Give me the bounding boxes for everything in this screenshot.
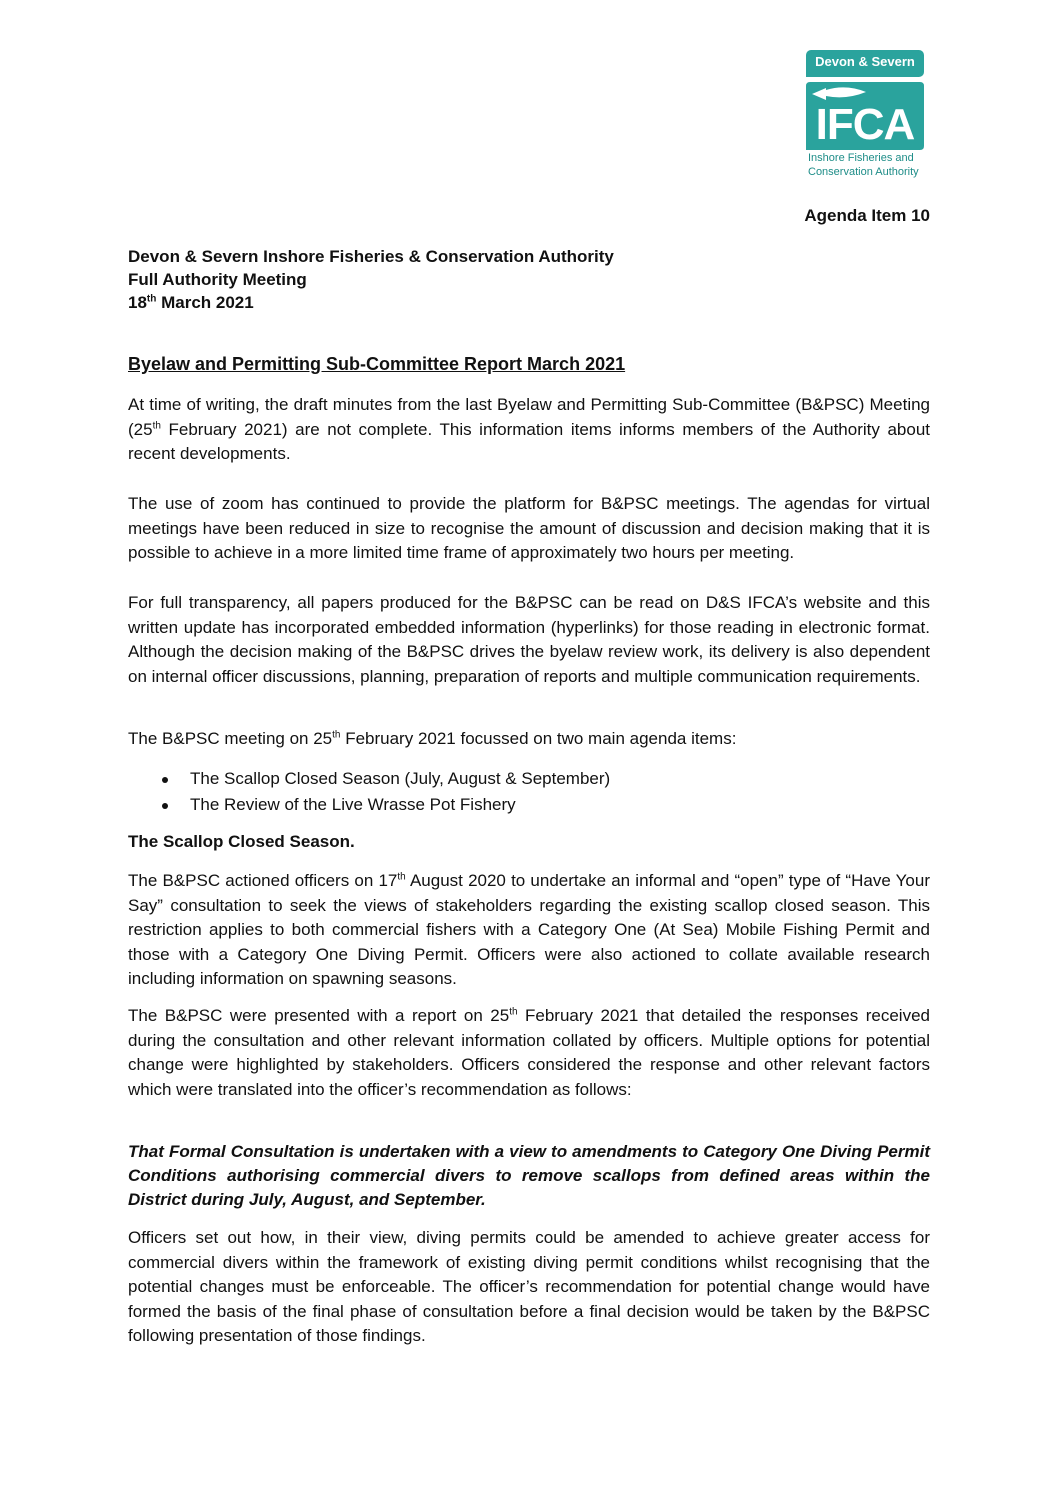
logo-subtitle-line1: Inshore Fisheries and: [808, 152, 914, 164]
paragraph-meeting-part2: February 2021 focussed on two main agenda items:: [340, 729, 737, 748]
list-item: [128, 766, 610, 792]
header-date-day: 18: [128, 293, 147, 312]
logo-banner: [806, 50, 924, 77]
paragraph-consultation-part1: The B&PSC actioned officers on 17: [128, 871, 398, 890]
bullet-icon: [162, 777, 168, 783]
header-date-suffix: th: [146, 293, 157, 305]
list-item-text: The Review of the Live Wrasse Pot Fishery: [190, 795, 516, 814]
logo-banner-text: Devon & Severn: [815, 54, 915, 69]
paragraph-consultation-part2: August 2020 to undertake an informal and “open” type of “Have Your Say” consultation to seek the views of stakeholders regarding the existing scallop closed season. This restriction applies to both commercial fishers with a Category One (At Sea) Mobile Fishing Permit and those with a Category One Diving Permit. Officers were also actioned to collate available research including information on spawning seasons.: [128, 871, 930, 988]
header-meeting: Full Authority Meeting: [128, 270, 307, 289]
section-heading: The Scallop Closed Season.: [128, 832, 355, 851]
officer-recommendation: That Formal Consultation is undertaken with a view to amendments to Category One Diving Permit Conditions authorising commercial divers to remove scallops from defined areas within the District during July, August, and September.: [128, 1142, 930, 1209]
paragraph-report-sup: th: [509, 1006, 518, 1018]
logo-main-text: IFCA: [815, 100, 915, 149]
paragraph-intro-part2: February 2021) are not complete. This information items informs members of the Authority about recent developments.: [128, 419, 930, 463]
list-item: [128, 792, 610, 818]
report-title: Byelaw and Permitting Sub-Committee Report March 2021: [128, 354, 626, 374]
header-date: [128, 291, 614, 314]
paragraph-intro: [128, 393, 930, 467]
document-header: [128, 245, 614, 314]
paragraph-officers: Officers set out how, in their view, diving permits could be amended to achieve greater access for commercial divers within the framework of existing diving permit conditions whilst recognising that the potential changes must be enforceable. The officer’s recommendation for potential change would have formed the basis of the final phase of consultation before a final decision would be taken by the B&PSC following presentation of those findings.: [128, 1228, 930, 1345]
paragraph-report-part2: February 2021 that detailed the responses received during the consultation and other relevant information collated by officers. Multiple options for potential change were highlighted by stakeholders. Officers considered the response and other relevant factors which were translated into the officer’s recommendation as follows:: [128, 1006, 930, 1099]
bullet-icon: [162, 803, 168, 809]
ifca-logo: [806, 50, 928, 184]
paragraph-consultation-sup: th: [397, 871, 406, 883]
header-organisation: Devon & Severn Inshore Fisheries & Conservation Authority: [128, 247, 614, 266]
paragraph-meeting-sup: th: [332, 729, 341, 741]
logo-subtitle-line2: Conservation Authority: [808, 166, 919, 178]
header-date-rest: March 2021: [156, 293, 254, 312]
paragraph-report: [128, 1004, 930, 1102]
agenda-item-label: Agenda Item 10: [804, 206, 930, 225]
paragraph-zoom: The use of zoom has continued to provide the platform for B&PSC meetings. The agendas for virtual meetings have been reduced in size to recognise the amount of discussion and decision making that it is possible to achieve in a more limited time frame of approximately two hours per meeting.: [128, 494, 930, 562]
paragraph-report-part1: The B&PSC were presented with a report on 25: [128, 1006, 510, 1025]
paragraph-intro-sup: th: [152, 419, 161, 431]
list-item-text: The Scallop Closed Season (July, August & September): [190, 769, 611, 788]
paragraph-meeting-part1: The B&PSC meeting on 25: [128, 729, 333, 748]
paragraph-meeting: [128, 727, 930, 752]
agenda-items-list: [128, 766, 610, 818]
paragraph-intro-part1: At time of writing, the draft minutes from the last Byelaw and Permitting Sub-Committee (B&PSC) Meeting (25: [128, 395, 930, 439]
paragraph-transparency: For full transparency, all papers produced for the B&PSC can be read on D&S IFCA’s website and this written update has incorporated embedded information (hyperlinks) for those reading in electronic format. Although the decision making of the B&PSC drives the byelaw review work, its delivery is also dependent on internal officer discussions, planning, preparation of reports and multiple communication requirements.: [128, 593, 930, 686]
paragraph-consultation: [128, 869, 930, 992]
